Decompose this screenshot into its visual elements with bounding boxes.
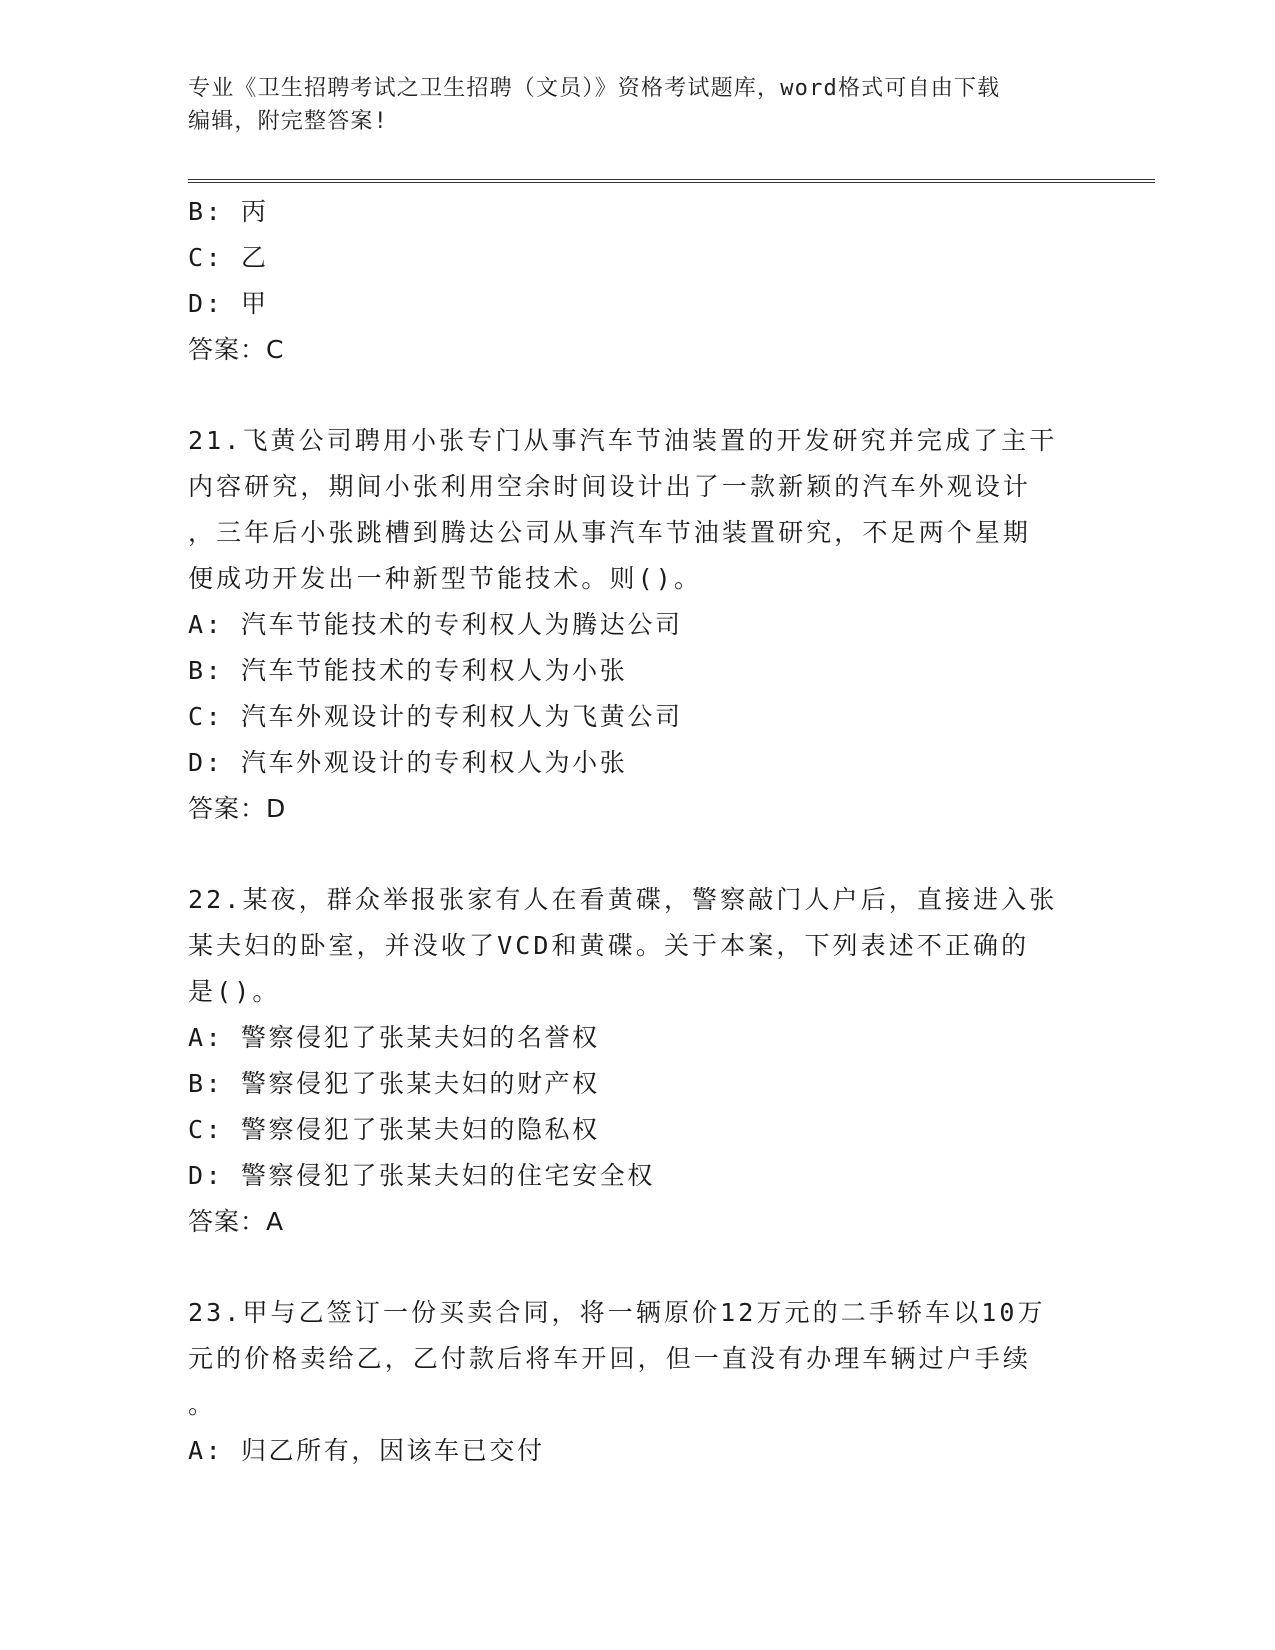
option-b: B: 警察侵犯了张某夫妇的财产权 <box>188 1069 600 1098</box>
question-text-line: 某夫妇的卧室，并没收了VCD和黄碟。关于本案，下列表述不正确的 <box>188 931 1030 960</box>
question-text-line: 内容研究，期间小张利用空余时间设计出了一款新颖的汽车外观设计 <box>188 472 1032 501</box>
question-22 <box>188 877 1088 1245</box>
answer-line: 答案：A <box>188 1207 285 1236</box>
option-a: A: 汽车节能技术的专利权人为腾达公司 <box>188 610 683 639</box>
page-header <box>188 72 1068 138</box>
question-text-line: 是()。 <box>188 977 281 1006</box>
option-c: C: 乙 <box>188 243 269 272</box>
option-d: D: 警察侵犯了张某夫妇的住宅安全权 <box>188 1161 655 1190</box>
question-text-line: 22.某夜，群众举报张家有人在看黄碟，警察敲门人户后，直接进入张 <box>188 885 1058 914</box>
question-text-line: ，三年后小张跳槽到腾达公司从事汽车节油装置研究，不足两个星期 <box>188 518 1032 547</box>
header-line-1: 专业《卫生招聘考试之卫生招聘（文员）》资格考试题库，word格式可自由下载 <box>188 76 1001 101</box>
header-line-2: 编辑，附完整答案! <box>188 109 389 134</box>
option-b: B: 丙 <box>188 197 269 226</box>
question-23 <box>188 1290 1088 1474</box>
option-d: D: 甲 <box>188 289 269 318</box>
option-b: B: 汽车节能技术的专利权人为小张 <box>188 656 628 685</box>
question-text-line: 便成功开发出一种新型节能技术。则()。 <box>188 564 703 593</box>
answer-line: 答案：D <box>188 794 287 823</box>
option-c: C: 警察侵犯了张某夫妇的隐私权 <box>188 1115 600 1144</box>
question-content <box>188 189 1088 1474</box>
question-text-line: 元的价格卖给乙，乙付款后将车开回，但一直没有办理车辆过户手续 <box>188 1344 1032 1373</box>
option-a: A: 归乙所有，因该车已交付 <box>188 1436 545 1465</box>
header-divider <box>188 179 1155 183</box>
question-text-line: 21.飞黄公司聘用小张专门从事汽车节油装置的开发研究并完成了主干 <box>188 426 1058 455</box>
prev-question <box>188 189 1088 373</box>
question-text-line: 23.甲与乙签订一份买卖合同，将一辆原价12万元的二手轿车以10万 <box>188 1298 1046 1327</box>
answer-line: 答案：C <box>188 335 285 364</box>
option-c: C: 汽车外观设计的专利权人为飞黄公司 <box>188 702 683 731</box>
option-a: A: 警察侵犯了张某夫妇的名誉权 <box>188 1023 600 1052</box>
option-d: D: 汽车外观设计的专利权人为小张 <box>188 748 628 777</box>
question-21 <box>188 418 1088 832</box>
question-text-line: 。 <box>188 1390 217 1419</box>
